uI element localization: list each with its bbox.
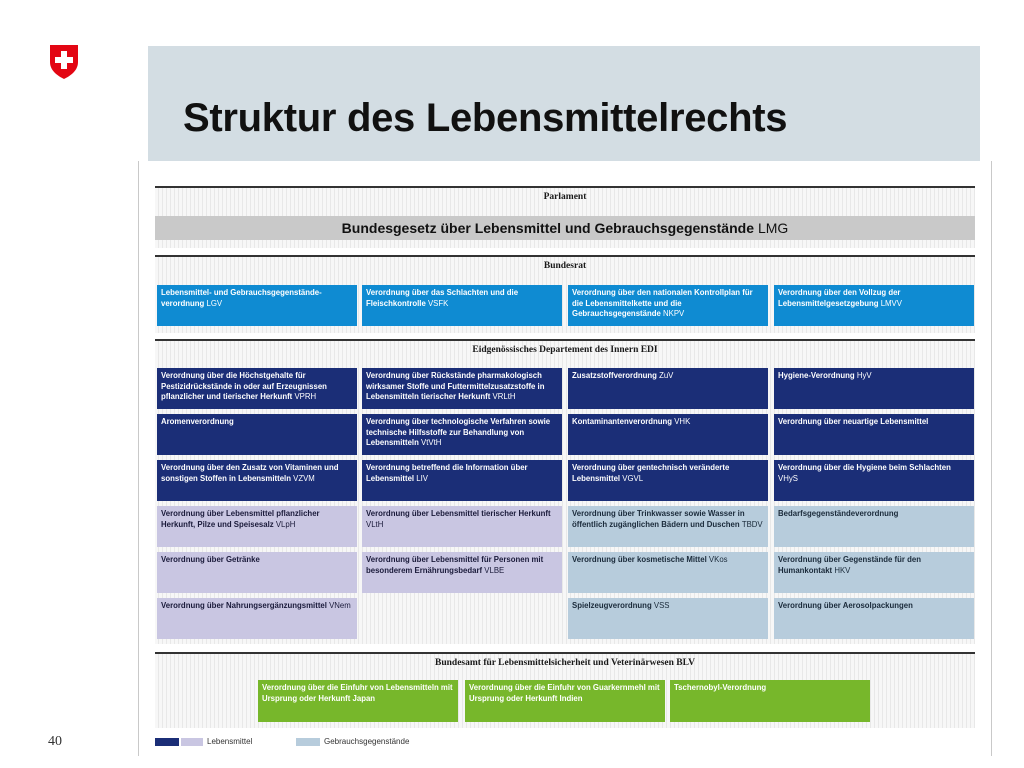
regulation-title: Verordnung über Lebensmittel pflanzlicher Herkunft, Pilze und Speisesalz: [161, 509, 320, 529]
bundesrat-regulation-box: [774, 285, 974, 326]
regulation-title: Aromenverordnung: [161, 417, 234, 426]
edi-regulation-box: [157, 368, 357, 409]
edi-regulation-box: [157, 552, 357, 593]
regulation-abbr: VHyS: [778, 473, 798, 483]
regulation-title: Verordnung über Nahrungsergänzungsmittel: [161, 601, 327, 610]
edi-regulation-box: [568, 506, 768, 547]
regulation-title: Verordnung über den Vollzug der Lebensmittelgesetzgebung: [778, 288, 901, 308]
regulation-title: Tschernobyl-Verordnung: [674, 683, 767, 692]
regulation-title: Verordnung über die Hygiene beim Schlachten: [778, 463, 951, 472]
section-bundesrat: [155, 255, 975, 333]
regulation-title: Zusatzstoffverordnung: [572, 371, 657, 380]
edi-regulation-box: [157, 506, 357, 547]
regulation-abbr: VKos: [708, 555, 728, 564]
regulation-title: Verordnung über den nationalen Kontrollplan für die Lebensmittelkette und die Gebrauchsgegenstände: [572, 288, 753, 318]
regulation-abbr: HKV: [834, 565, 851, 575]
edi-regulation-box: [568, 368, 768, 409]
regulation-title: Verordnung über kosmetische Mittel: [572, 555, 707, 564]
regulation-title: Verordnung betreffend die Information über Lebensmittel: [366, 463, 528, 483]
regulation-abbr: VLBE: [484, 565, 505, 575]
legend-swatch-lebensmittel-dark: [155, 738, 179, 746]
title-band: [148, 46, 980, 161]
regulation-abbr: VtVtH: [421, 438, 442, 447]
regulation-abbr: NKPV: [663, 309, 685, 318]
section-edi: [155, 339, 975, 644]
edi-regulation-box: [774, 414, 974, 455]
regulation-abbr: VSFK: [427, 298, 449, 308]
regulation-abbr: LGV: [206, 298, 223, 308]
regulation-abbr: LMVV: [880, 298, 902, 308]
swiss-cross-shield-icon: [48, 44, 80, 80]
edi-regulation-box: [568, 552, 768, 593]
regulation-title: Verordnung über gentechnisch veränderte Lebensmittel: [572, 463, 730, 483]
regulation-title: Verordnung über die Höchstgehalte für Pestizidrückstände in oder auf Erzeugnissen pflanzlicher und tierischer Herkunft: [161, 371, 327, 401]
edi-regulation-box: [157, 414, 357, 455]
edi-regulation-box: [774, 506, 974, 547]
regulation-abbr: VLtH: [366, 519, 384, 529]
edi-regulation-box: [774, 368, 974, 409]
regulation-abbr: VZVM: [293, 473, 315, 483]
bundesrat-regulation-box: [157, 285, 357, 326]
bundesrat-regulation-box: [568, 285, 768, 326]
regulation-abbr: LIV: [416, 473, 428, 483]
blv-regulation-box: [465, 680, 665, 722]
edi-regulation-box: [774, 598, 974, 639]
section-heading-parlament: Parlament: [543, 192, 587, 202]
regulation-title: Verordnung über neuartige Lebensmittel: [778, 417, 929, 426]
edi-regulation-box: [362, 460, 562, 501]
edi-regulation-box: [774, 460, 974, 501]
regulation-title: Kontaminantenverordnung: [572, 417, 673, 426]
legend-swatch-lebensmittel-light: [181, 738, 203, 746]
page-number: 40: [48, 734, 62, 749]
regulation-title: Hygiene-Verordnung: [778, 371, 855, 380]
edi-regulation-box: [362, 414, 562, 455]
regulation-abbr: TBDV: [741, 519, 763, 529]
regulation-abbr: VPRH: [294, 392, 317, 401]
edi-regulation-box: [157, 460, 357, 501]
regulation-title: Verordnung über Aerosolpackungen: [778, 601, 913, 610]
regulation-title: Verordnung über die Einfuhr von Lebensmitteln mit Ursprung oder Herkunft Japan: [262, 683, 453, 703]
edi-regulation-box: [568, 414, 768, 455]
regulation-title: Verordnung über Lebensmittel für Personen mit besonderem Ernährungsbedarf: [366, 555, 544, 575]
edi-regulation-box: [157, 598, 357, 639]
blv-regulation-box: [258, 680, 458, 722]
regulation-title: Verordnung über Getränke: [161, 555, 260, 564]
edi-regulation-box: [774, 552, 974, 593]
regulation-title: Verordnung über Rückstände pharmakologisch wirksamer Stoffe und Futtermittelzusatzstoffe in Lebensmitteln tierischer Herkunft: [366, 371, 545, 401]
edi-regulation-box: [362, 506, 562, 547]
legend-swatch-gebrauchsgegenstaende: [296, 738, 320, 746]
lmg-law-abbr: LMG: [757, 220, 789, 236]
edi-regulation-box: [362, 368, 562, 409]
regulation-title: Bedarfsgegenständeverordnung: [778, 509, 899, 518]
regulation-title: Verordnung über Trinkwasser sowie Wasser in öffentlich zugänglichen Bädern und Duschen: [572, 509, 745, 529]
section-heading-bundesrat: Bundesrat: [543, 261, 587, 271]
lmg-law-band: [155, 216, 975, 240]
regulation-title: Verordnung über den Zusatz von Vitaminen und sonstigen Stoffen in Lebensmitteln: [161, 463, 339, 483]
edi-regulation-box: [362, 552, 562, 593]
regulation-abbr: VLpH: [275, 519, 296, 529]
legend-label-lebensmittel: Lebensmittel: [207, 737, 253, 746]
blv-regulation-box: [670, 680, 870, 722]
regulation-abbr: VHK: [674, 417, 691, 426]
regulation-abbr: HyV: [856, 371, 872, 380]
regulation-title: Verordnung über das Schlachten und die Fleischkontrolle: [366, 288, 519, 308]
regulation-title: Verordnung über technologische Verfahren sowie technische Hilfsstoffe zur Behandlung von Lebensmitteln: [366, 417, 551, 447]
regulation-abbr: ZuV: [659, 371, 674, 380]
regulation-title: Lebensmittel- und Gebrauchsgegenstände-verordnung: [161, 288, 322, 308]
regulation-abbr: VNem: [329, 601, 351, 610]
edi-regulation-box: [568, 598, 768, 639]
section-blv: [155, 652, 975, 728]
regulation-abbr: VGVL: [622, 473, 644, 483]
regulation-abbr: VRLtH: [492, 392, 516, 401]
bundesrat-regulation-box: [362, 285, 562, 326]
section-heading-edi: Eidgenössisches Departement des Innern EDI: [472, 345, 658, 355]
slide-title: Struktur des Lebensmittelrechts: [183, 96, 788, 140]
regulation-title: Verordnung über die Einfuhr von Guarkernmehl mit Ursprung oder Herkunft Indien: [469, 683, 660, 703]
regulation-title: Verordnung über Gegenstände für den Humankontakt: [778, 555, 921, 575]
regulation-title: Spielzeugverordnung: [572, 601, 652, 610]
legend-label-gebrauchsgegenstaende: Gebrauchsgegenstände: [324, 737, 410, 746]
section-parlament: [155, 186, 975, 248]
regulation-title: Verordnung über Lebensmittel tierischer Herkunft: [366, 509, 551, 518]
edi-regulation-box: [568, 460, 768, 501]
lmg-law-title: Bundesgesetz über Lebensmittel und Gebrauchsgegenstände: [341, 220, 754, 236]
regulation-abbr: VSS: [653, 601, 670, 610]
section-heading-blv: Bundesamt für Lebensmittelsicherheit und Veterinärwesen BLV: [435, 658, 695, 668]
